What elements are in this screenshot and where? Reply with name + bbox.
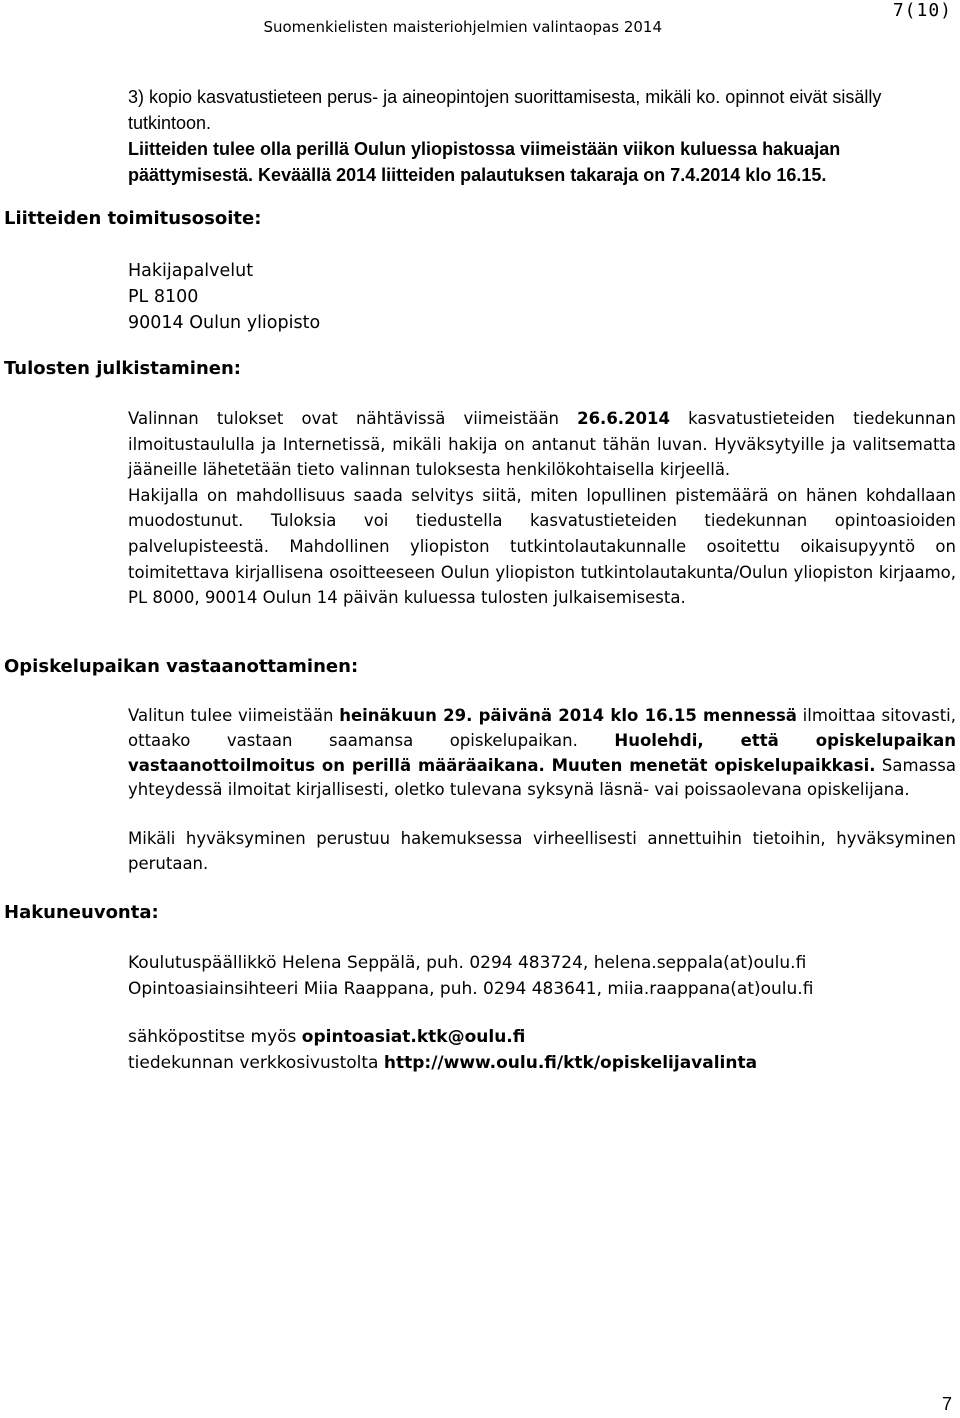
web-label: tiedekunnan verkkosivustolta [128, 1053, 384, 1073]
web-line [128, 1050, 757, 1076]
address-line-1: Hakijapalvelut [128, 261, 254, 281]
results-heading: Tulosten julkistaminen: [4, 358, 241, 379]
intro-line-2: tutkintoon. [128, 113, 212, 133]
contact-2: Opintoasiainsihteeri Miia Raappana, puh. 0294 483641, miia.raappana(at)oulu.fi [128, 979, 814, 999]
address-line-3: 90014 Oulun yliopisto [128, 313, 321, 333]
email-label: sähköpostitse myös [128, 1027, 302, 1047]
acceptance-warning: Huolehdi, että opiskelupaikan vastaanottoilmoitus on perillä määräaikana. Muuten menetät opiskelupaikkasi. [128, 730, 956, 775]
advice-contacts [128, 950, 813, 1002]
acceptance-paragraph-1 [128, 704, 956, 803]
email-link[interactable]: opintoasiat.ktk@oulu.fi [301, 1027, 526, 1047]
acceptance-paragraph-2: Mikäli hyväksyminen perustuu hakemuksessa virheellisesti annettuihin tietoihin, hyväksyminen perutaan. [128, 829, 956, 873]
acceptance-heading: Opiskelupaikan vastaanottaminen: [4, 656, 359, 677]
intro-line-1: 3) kopio kasvatustieteen perus- ja aineopintojen suorittamisesta, mikäli ko. opinnot eivät sisälly [128, 87, 882, 107]
email-line [128, 1024, 757, 1050]
intro-line-3: Liitteiden tulee olla perillä Oulun yliopistossa viimeistään viikon kuluessa hakuajan [128, 139, 841, 159]
acceptance-text-c: ilmoittaa sitovasti, ottaako vastaan saamansa opiskelupaikan. [128, 706, 956, 750]
acceptance-body [128, 704, 956, 803]
results-date: 26.6.2014 [577, 409, 670, 428]
results-paragraph-2: Hakijalla on mahdollisuus saada selvitys siitä, miten lopullinen pistemäärä on hänen kohdallaan muodostunut. Tuloksia voi tiedustella kasvatustieteiden tiedekunnan opintoasioiden palvelupisteestä. Mahdollinen yliopiston tutkintolautakunnalle osoitettu oikaisupyyntö on toimitettava kirjallisena osoitteeseen Oulun yliopiston tutkintolautakunta/Oulun yliopiston kirjaamo, PL 8000, 90014 Oulun 14 päivän kuluessa tulosten julkaisemisesta. [128, 485, 956, 608]
advice-heading: Hakuneuvonta: [4, 902, 159, 923]
contact-1: Koulutuspäällikkö Helena Seppälä, puh. 0294 483724, helena.seppala(at)oulu.fi [128, 953, 807, 973]
results-paragraph-1 [128, 406, 956, 483]
results-text-2: kasvatustieteiden tiedekunnan ilmoitustaululla ja Internetissä, mikäli hakija on antanut tähän luvan. Hyväksytyille ja valitsematta jääneille lähetetään tieto valinnan tuloksesta henkilökohtaisella kirjeellä. [128, 409, 956, 480]
advice-links [128, 1024, 757, 1076]
address-line-2: PL 8100 [128, 287, 199, 307]
intro-section [128, 84, 956, 188]
intro-line-4: päättymisestä. Keväällä 2014 liitteiden palautuksen takaraja on 7.4.2014 klo 16.15. [128, 165, 827, 185]
acceptance-text-a: Valitun tulee viimeistään [128, 706, 340, 725]
document-header-title: Suomenkielisten maisteriohjelmien valintaopas 2014 [263, 18, 662, 36]
web-link[interactable]: http://www.oulu.fi/ktk/opiskelijavalinta [383, 1053, 758, 1073]
footer-page-number: 7 [941, 1394, 952, 1414]
results-body [128, 406, 956, 611]
page-counter: 7(10) [892, 0, 952, 21]
acceptance-deadline: heinäkuun 29. päivänä 2014 klo 16.15 mennessä [339, 706, 797, 725]
delivery-heading: Liitteiden toimitusosoite: [4, 208, 262, 229]
acceptance-text-e: Samassa yhteydessä ilmoitat kirjallisesti, oletko tulevana syksynä läsnä- vai poissaolevana opiskelijana. [128, 755, 956, 800]
delivery-address [128, 258, 320, 336]
results-text: Valinnan tulokset ovat nähtävissä viimeistään [128, 409, 578, 428]
